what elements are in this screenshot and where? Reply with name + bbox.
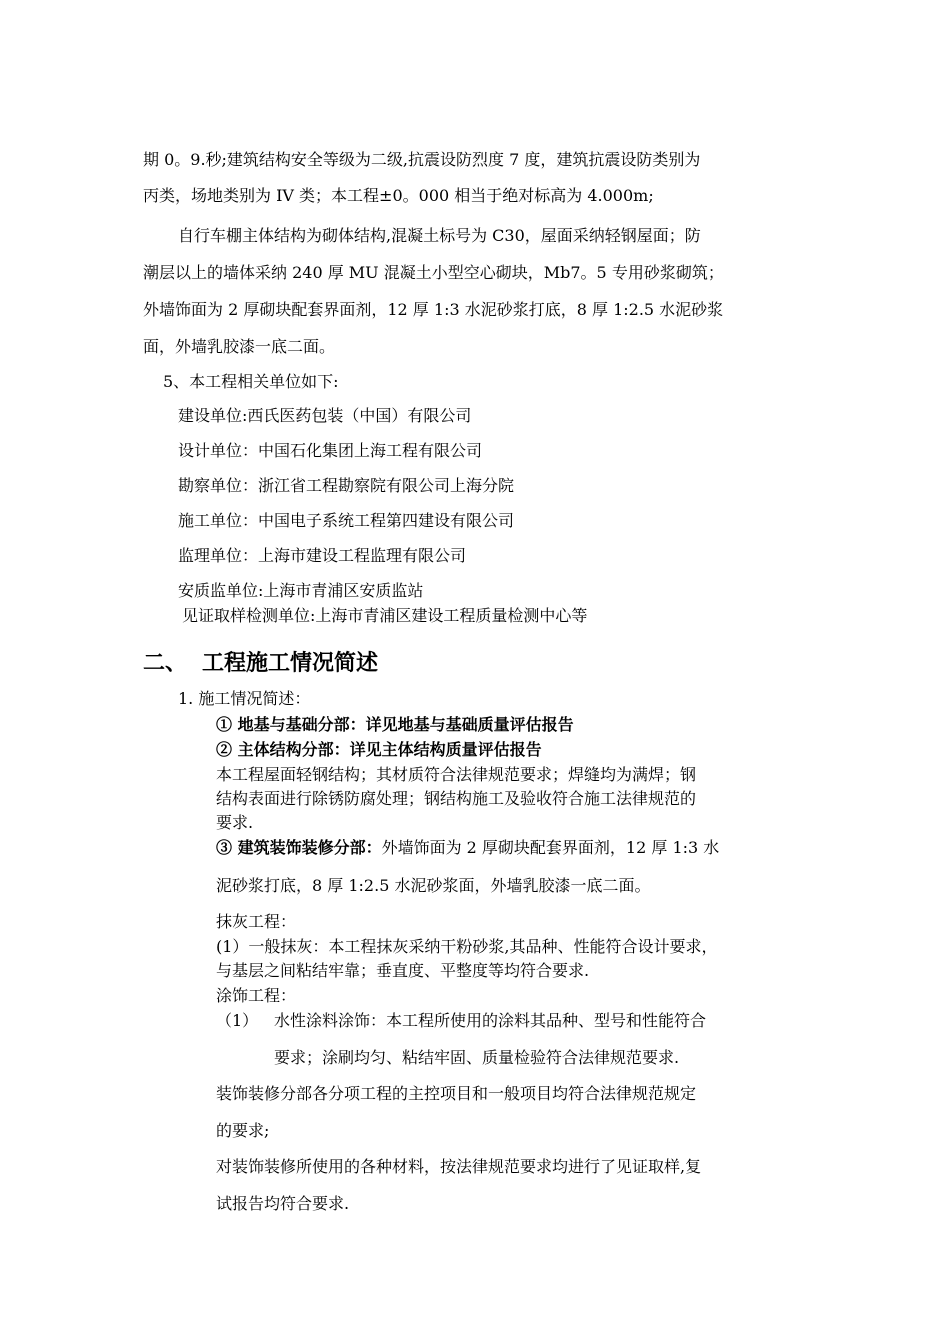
steel-line-2: 结构表面进行除锈防腐处理；钢结构施工及验收符合施工法律规范的 — [216, 789, 697, 808]
item-foundation: ① 地基与基础分部：详见地基与基础质量评估报告 — [216, 715, 574, 734]
section-heading-title: 工程施工情况简述 — [202, 651, 379, 676]
unit-item-survey: 勘察单位：浙江省工程勘察院有限公司上海分院 — [178, 476, 515, 495]
item-decoration-label: ③ 建筑装饰装修分部： — [216, 838, 382, 857]
summary-line-4: 试报告均符合要求. — [216, 1194, 350, 1213]
coating-number: （1） — [216, 1011, 259, 1030]
plaster-title: 抹灰工程： — [216, 912, 297, 931]
steel-line-3: 要求. — [216, 813, 254, 832]
intro-line-2: 丙类，场地类别为 IV 类；本工程±0。000 相当于绝对标高为 4.000m; — [143, 186, 654, 205]
summary-line-2: 的要求; — [216, 1121, 270, 1140]
coating-title: 涂饰工程： — [216, 986, 297, 1005]
bike-shed-line-1: 自行车棚主体结构为砌体结构,混凝土标号为 C30，屋面采纳轻钢屋面；防 — [178, 226, 701, 245]
summary-line-1: 装饰装修分部各分项工程的主控项目和一般项目均符合法律规范规定 — [216, 1084, 697, 1103]
unit-item-contractor: 施工单位：中国电子系统工程第四建设有限公司 — [178, 511, 515, 530]
unit-item-supervision: 监理单位：上海市建设工程监理有限公司 — [178, 546, 467, 565]
unit-item-testing: 见证取样检测单位:上海市青浦区建设工程质量检测中心等 — [182, 606, 588, 625]
intro-line-1: 期 0。9.秒;建筑结构安全等级为二级,抗震设防烈度 7 度，建筑抗震设防类别为 — [143, 150, 701, 169]
summary-line-3: 对装饰装修所使用的各种材料，按法律规范要求均进行了见证取样,复 — [216, 1157, 702, 1176]
bike-shed-line-4: 面，外墙乳胶漆一底二面。 — [143, 337, 336, 356]
bike-shed-line-2: 潮层以上的墙体采纳 240 厚 MU 混凝土小型空心砌块，Mb7。5 专用砂浆砌筑； — [143, 263, 724, 282]
subsection-title: 1. 施工情况简述： — [178, 689, 311, 708]
coating-line-1: 水性涂料涂饰：本工程所使用的涂料其品种、型号和性能符合 — [274, 1011, 707, 1030]
item-decoration-text: 外墙饰面为 2 厚砌块配套界面剂，12 厚 1:3 水 — [381, 838, 720, 857]
steel-line-1: 本工程屋面轻钢结构；其材质符合法律规范要求；焊缝均为满焊；钢 — [216, 765, 697, 784]
coating-line-2: 要求；涂刷均匀、粘结牢固、质量检验符合法律规范要求. — [274, 1048, 680, 1067]
plaster-line-1: (1）一般抹灰：本工程抹灰采纳干粉砂浆,其品种、性能符合设计要求， — [216, 937, 718, 956]
units-title: 5、本工程相关单位如下: — [163, 372, 339, 391]
bike-shed-line-3: 外墙饰面为 2 厚砌块配套界面剂，12 厚 1:3 水泥砂浆打底，8 厚 1:2.5 水泥砂浆 — [143, 300, 724, 319]
plaster-line-2: 与基层之间粘结牢靠；垂直度、平整度等均符合要求. — [216, 961, 590, 980]
unit-item-quality-station: 安质监单位:上海市青浦区安质监站 — [178, 581, 424, 600]
section-heading-number: 二、 — [143, 651, 188, 676]
item-main-structure: ② 主体结构分部：详见主体结构质量评估报告 — [216, 740, 542, 759]
item-decoration — [216, 838, 719, 858]
decoration-line-2: 泥砂浆打底，8 厚 1:2.5 水泥砂浆面，外墙乳胶漆一底二面。 — [216, 876, 651, 895]
unit-item-design: 设计单位：中国石化集团上海工程有限公司 — [178, 441, 483, 460]
unit-item-construction: 建设单位:西氏医药包装（中国）有限公司 — [178, 406, 472, 425]
